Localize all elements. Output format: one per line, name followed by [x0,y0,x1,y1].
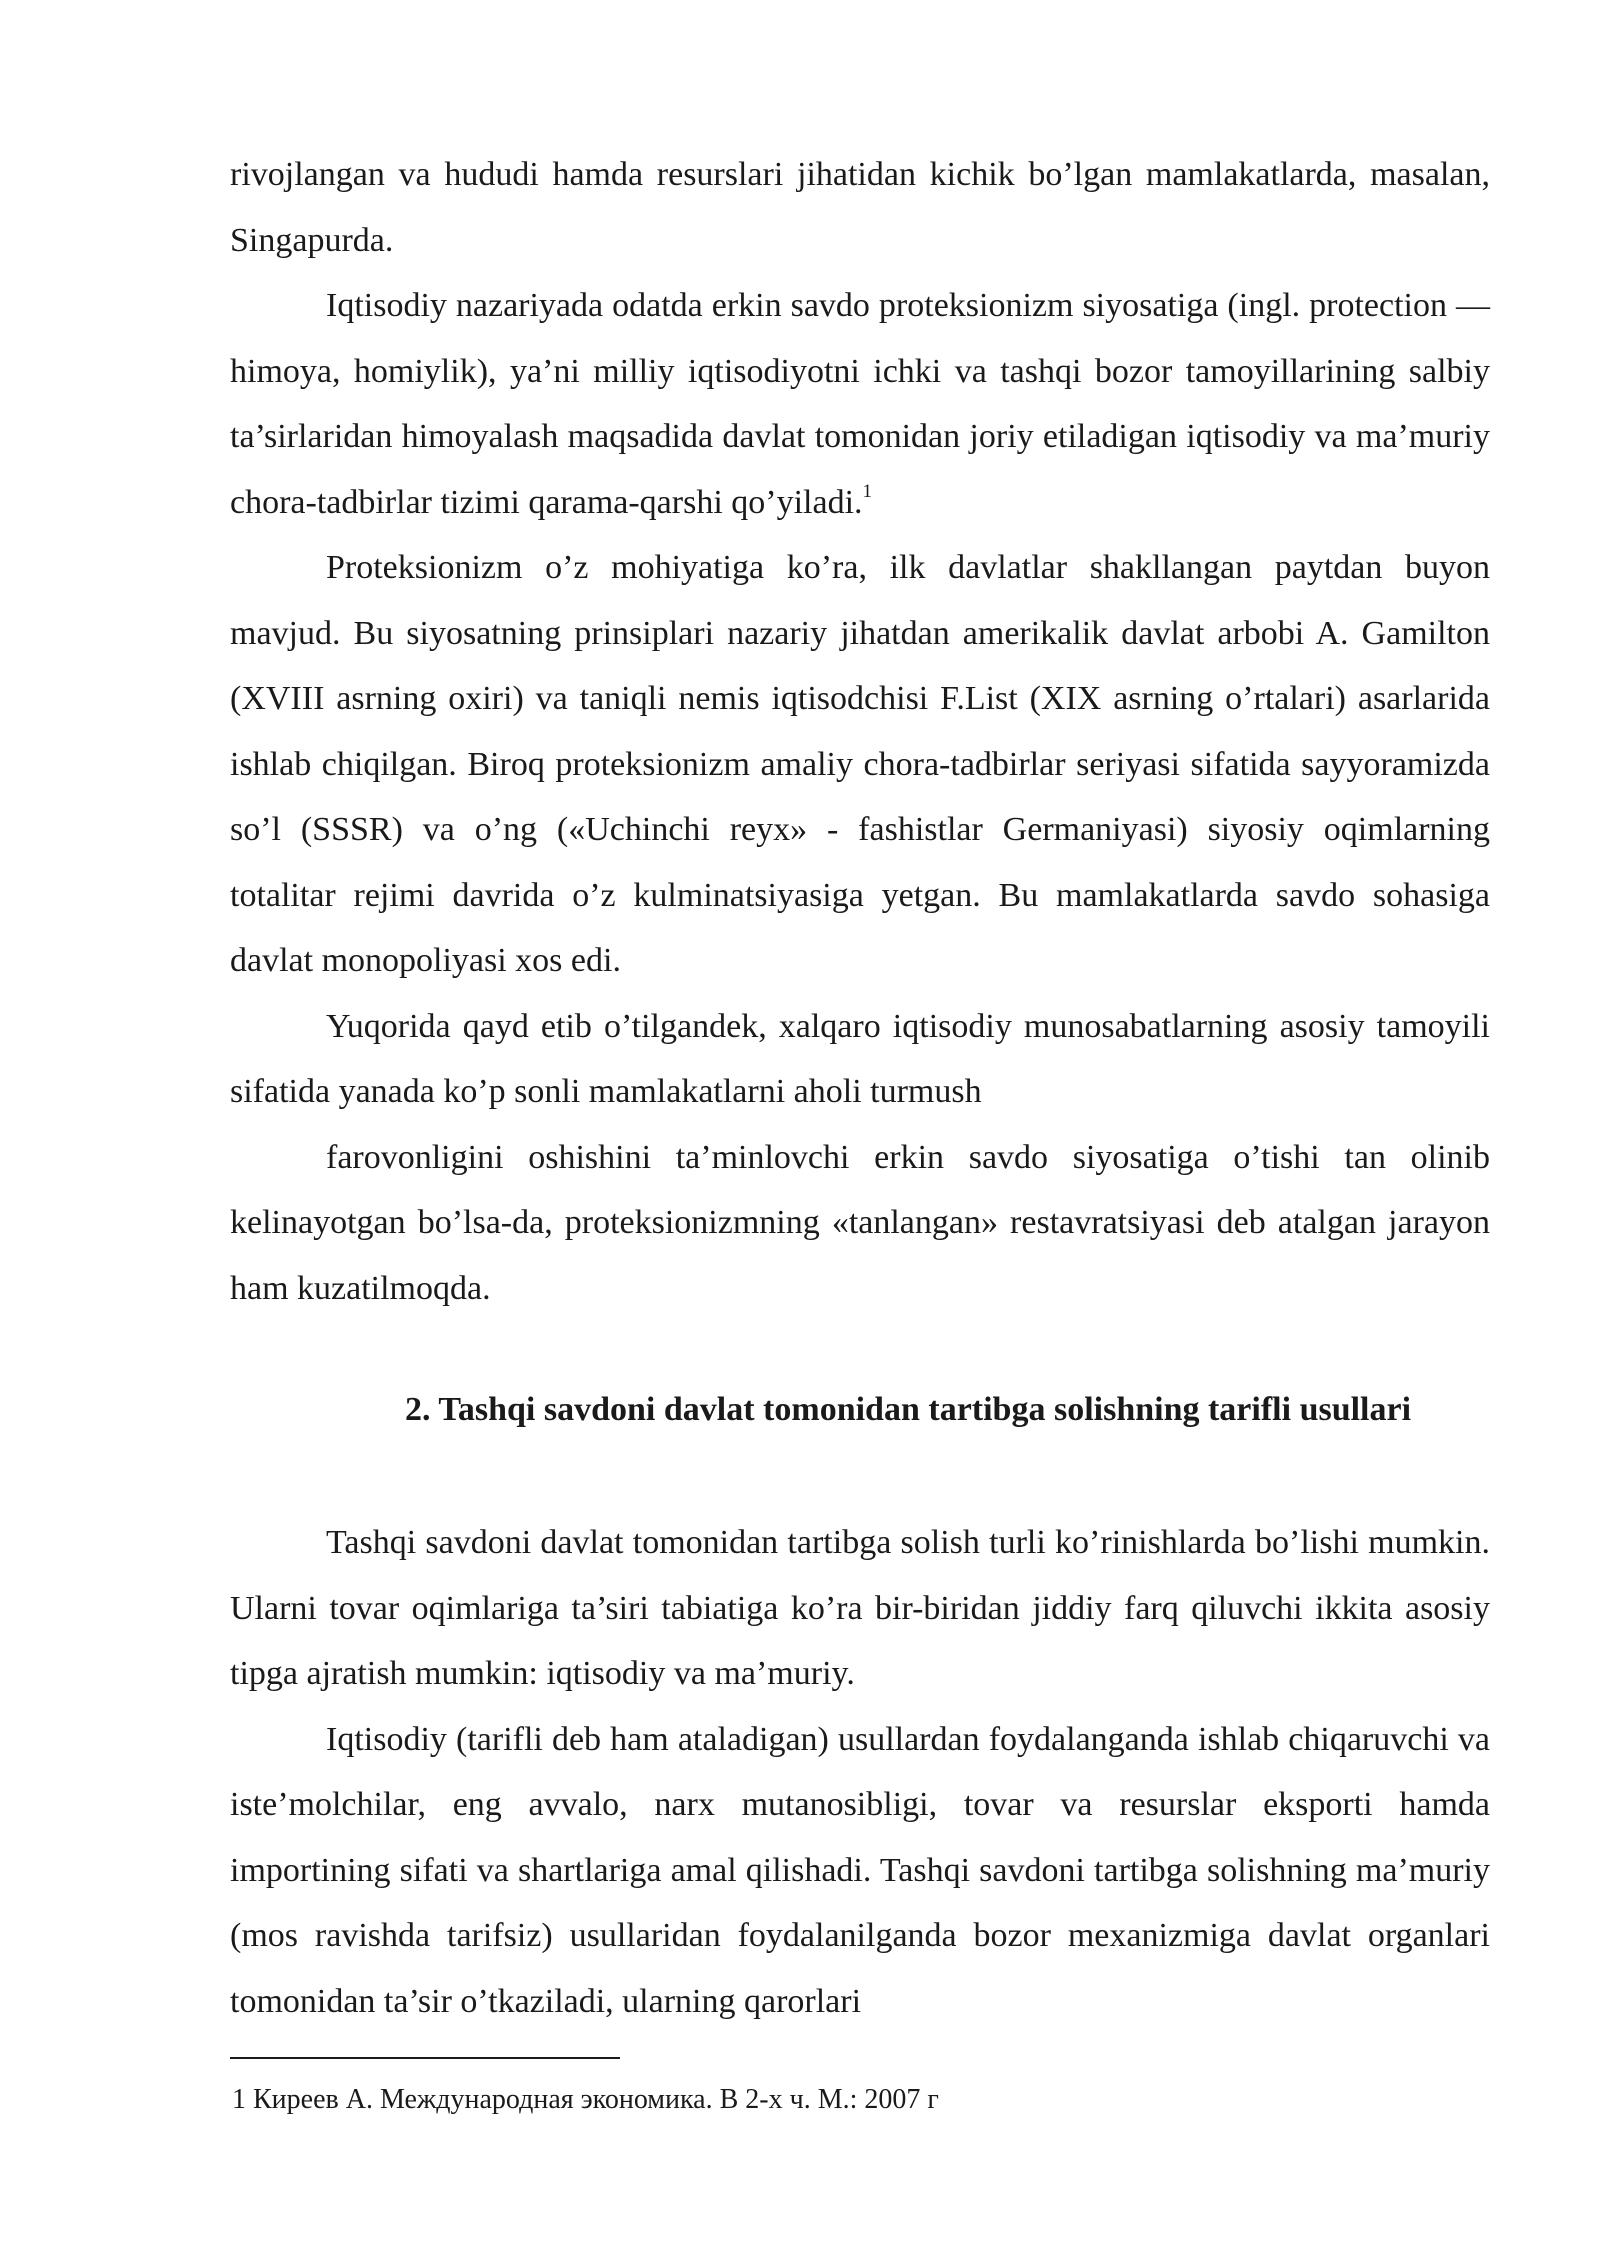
footnote-divider [230,2057,620,2059]
footnote-reference[interactable]: 1 [862,480,873,502]
section-2-heading: 2. Tashqi savdoni davlat tomonidan tartibga solishning tarifli usullari [404,1391,1412,1428]
paragraph-1: rivojlangan va hududi hamda resurslari jihatidan kichik bo’lgan mamlakatlarda, masalan, Singapurda. [230,156,1490,259]
paragraph-7: Iqtisodiy (tarifli deb ham ataladigan) usullardan foydalanganda ishlab chiqaruvchi va iste’molchilar, eng avvalo, narx mutanosibligi, tovar va resurslar eksporti hamda importining sifati va shartlariga amal qilishadi. Tashqi savdoni tartibga solishning ma’muriy (mos ravishda tarifsiz) usullaridan foydalanilganda bozor mexanizmiga davlat organlari tomonidan ta’sir o’tkaziladi, ularning qarorlari [230,1720,1490,2020]
paragraph-6: Tashqi savdoni davlat tomonidan tartibga solish turli ko’rinishlarda bo’lishi mumkin. Ularni tovar oqimlariga ta’siri tabiatiga ko’ra bir-biridan jiddiy farq qiluvchi ikkita asosiy tipga ajratish mumkin: iqtisodiy va ma’muriy. [230,1524,1490,1692]
section-2-body [230,1510,1490,2034]
section-1-body [230,142,1490,1321]
paragraph-2 [230,273,1490,535]
paragraph-3: Proteksionizm o’z mohiyatiga ko’ra, ilk davlatlar shakllangan paytdan buyon mavjud. Bu siyosatning prinsiplari nazariy jihatdan amerikalik davlat arbobi A. Gamilton (XVIII asrning oxiri) va taniqli nemis iqtisodchisi F.List (XIX asrning o’rtalari) asarlarida ishlab chiqilgan. Biroq proteksionizm amaliy chora-tadbirlar seriyasi sifatida sayyoramizda so’l (SSSR) va o’ng («Uchinchi reyx» - fashistlar Germaniyasi) siyosiy oqimlarning totalitar rejimi davrida o’z kulminatsiyasiga yetgan. Bu mamlakatlarda savdo sohasiga davlat monopoliyasi xos edi. [230,549,1490,979]
paragraph-5: farovonligini oshishini ta’minlovchi erkin savdo siyosatiga o’tishi tan olinib kelinayotgan bo’lsa-da, proteksionizmning «tanlangan» restavratsiyasi deb atalgan jarayon ham kuzatilmoqda. [230,1138,1490,1307]
footnote: 1 Киреев А. Международная экономика. В 2-х ч. М.: 2007 г [232,2084,939,2115]
paragraph-4: Yuqorida qayd etib o’tilgandek, xalqaro iqtisodiy munosabatlarning asosiy tamoyili sifatida yanada ko’p sonli mamlakatlarni aholi turmush [230,1007,1490,1110]
paragraph-2-text: Iqtisodiy nazariyada odatda erkin savdo proteksionizm siyosatiga (ingl. protection — himoya, homiylik), ya’ni milliy iqtisodiyotni ichki va tashqi bozor tamoyillarining salbiy ta’sirlaridan himoyalash maqsadida davlat tomonidan joriy etiladigan iqtisodiy va ma’muriy chora-tadbirlar tizimi qarama-qarshi qo’yiladi. [230,287,1490,521]
